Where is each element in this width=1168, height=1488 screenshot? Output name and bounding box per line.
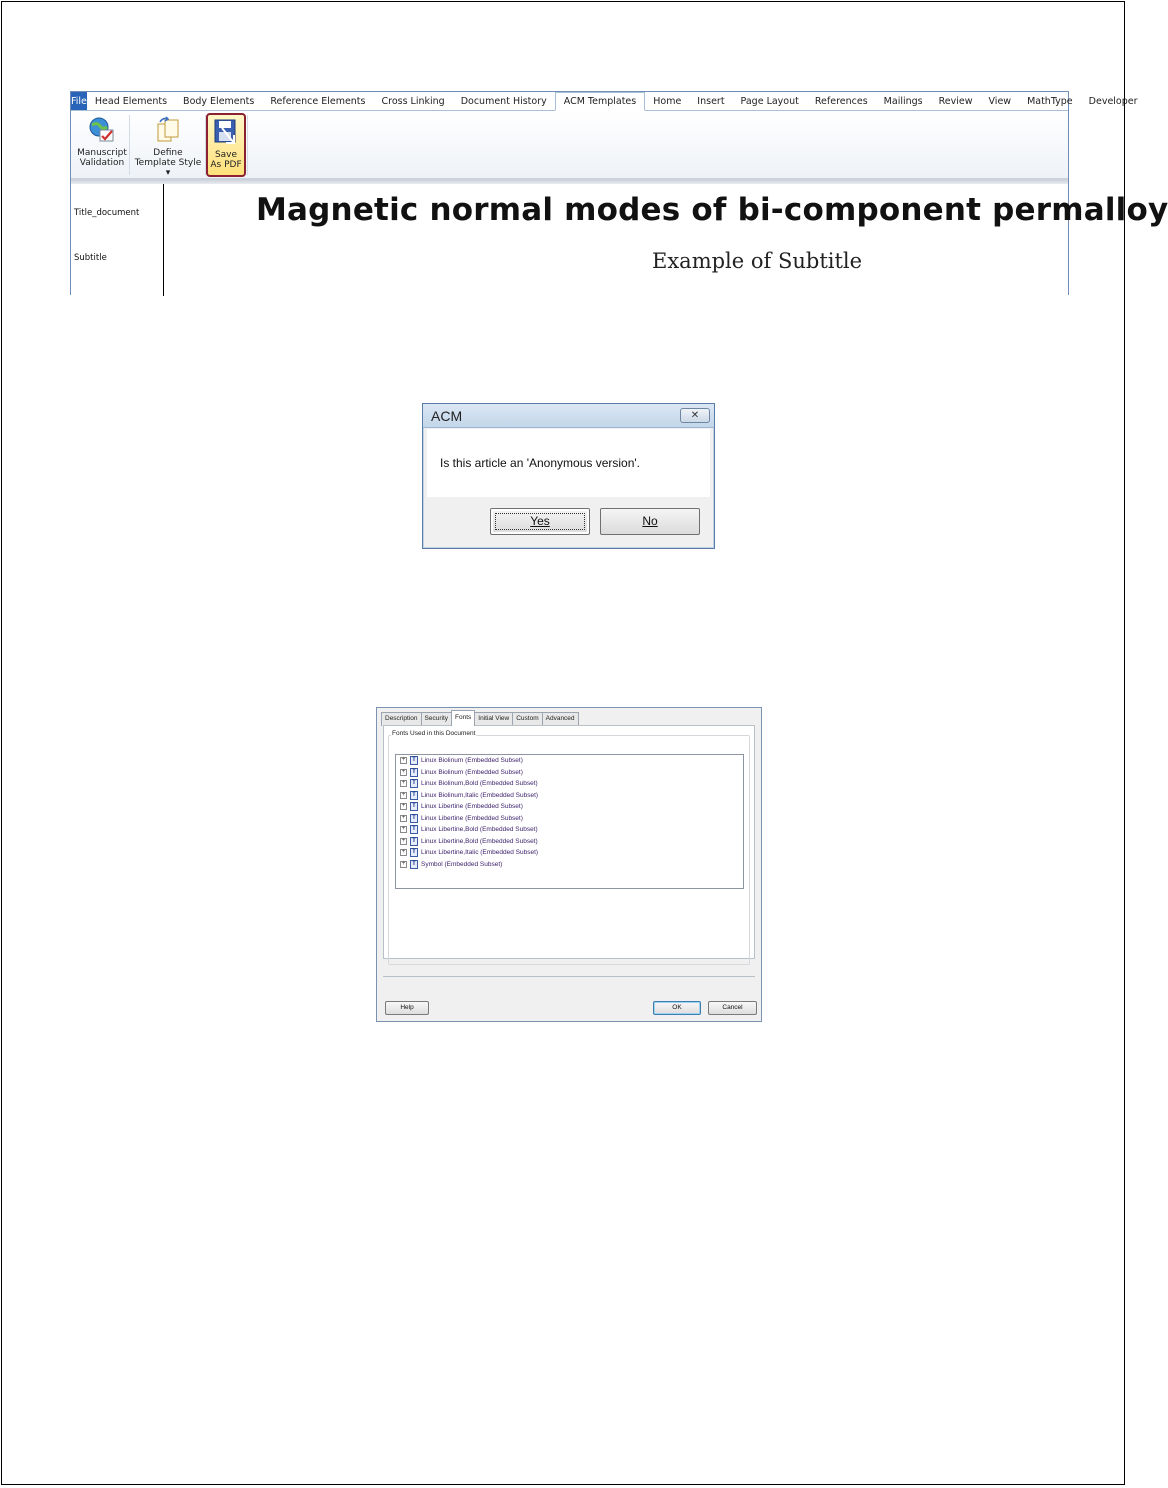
expand-icon[interactable]: + [401, 826, 406, 833]
font-icon: T [410, 814, 418, 823]
manuscript-validation-label-2: Validation [79, 158, 125, 168]
font-name: Symbol (Embedded Subset) [421, 860, 503, 868]
font-icon: T [410, 802, 418, 811]
font-name: Linux Libertine (Embedded Subset) [421, 814, 523, 822]
tab-initial-view[interactable]: Initial View [474, 712, 513, 726]
font-icon: T [410, 825, 418, 834]
pages-icon [154, 116, 182, 144]
tab-insert[interactable]: Insert [697, 95, 725, 107]
acm-dialog [422, 403, 715, 549]
font-name: Linux Libertine,Bold (Embedded Subset) [421, 837, 538, 845]
manuscript-validation-button[interactable] [74, 113, 130, 177]
font-icon: T [410, 848, 418, 857]
font-name: Linux Libertine,Bold (Embedded Subset) [421, 826, 538, 834]
help-button[interactable]: Help [385, 1001, 429, 1015]
tab-acm-templates[interactable]: ACM Templates [555, 92, 645, 111]
fonts-group-label: Fonts Used in this Document [392, 730, 476, 737]
define-template-style-label-1: Define [153, 148, 183, 158]
document-area [71, 184, 1168, 296]
acm-dialog-body [427, 429, 710, 497]
expand-icon[interactable]: + [401, 814, 406, 821]
tab-page-layout[interactable]: Page Layout [740, 95, 799, 107]
globe-check-icon [88, 116, 116, 144]
save-as-pdf-label-2: As PDF [210, 160, 242, 170]
style-name-subtitle: Subtitle [74, 253, 107, 263]
tab-mailings[interactable]: Mailings [883, 95, 923, 107]
tab-head-elements[interactable]: Head Elements [94, 95, 168, 107]
define-template-style-button[interactable] [132, 113, 204, 177]
style-area [71, 184, 164, 296]
no-button-label: No [642, 514, 658, 528]
tab-document-history[interactable]: Document History [460, 95, 547, 107]
ribbon-divider [247, 115, 248, 175]
tab-review[interactable]: Review [938, 95, 973, 107]
document-subtitle[interactable]: Example of Subtitle [652, 249, 863, 273]
list-item[interactable] [400, 801, 523, 813]
tab-body-elements[interactable]: Body Elements [183, 95, 255, 107]
close-button[interactable] [680, 408, 710, 423]
list-item[interactable] [400, 824, 538, 836]
document-title[interactable]: Magnetic normal modes of bi-component permalloy [256, 192, 1168, 228]
tab-file[interactable]: File [71, 92, 87, 110]
yes-button-label: Yes [530, 514, 550, 528]
list-item[interactable] [400, 755, 523, 767]
tab-home[interactable]: Home [653, 95, 682, 107]
font-name: Linux Biolinum,Italic (Embedded Subset) [421, 791, 539, 799]
dialog-divider [383, 976, 755, 977]
expand-icon[interactable]: + [401, 849, 406, 856]
tab-reference-elements[interactable]: Reference Elements [270, 95, 366, 107]
close-icon: ✕ [690, 410, 700, 421]
list-item[interactable] [400, 778, 538, 790]
acm-dialog-message: Is this article an 'Anonymous version'. [440, 456, 641, 470]
expand-icon[interactable]: + [401, 803, 406, 810]
list-item[interactable] [400, 813, 523, 825]
font-icon: T [410, 837, 418, 846]
cancel-button[interactable]: Cancel [708, 1001, 757, 1015]
font-icon: T [410, 860, 418, 869]
tab-view[interactable]: View [988, 95, 1012, 107]
font-icon: T [410, 779, 418, 788]
tab-advanced[interactable]: Advanced [542, 712, 579, 726]
expand-icon[interactable]: + [401, 768, 406, 775]
list-item[interactable] [400, 836, 538, 848]
font-name: Linux Biolinum (Embedded Subset) [421, 768, 523, 776]
font-icon: T [410, 756, 418, 765]
yes-button[interactable] [490, 508, 590, 535]
ribbon-divider [129, 115, 130, 175]
document-properties-dialog [376, 707, 762, 1022]
font-name: Linux Biolinum (Embedded Subset) [421, 757, 523, 765]
manuscript-validation-label-1: Manuscript [77, 148, 127, 158]
tab-custom[interactable]: Custom [512, 712, 542, 726]
fonts-list[interactable] [395, 754, 744, 889]
save-as-pdf-label-1: Save [214, 150, 238, 160]
no-button[interactable] [600, 508, 700, 535]
tab-mathtype[interactable]: MathType [1027, 95, 1073, 107]
acm-dialog-title: ACM [431, 408, 463, 424]
define-template-style-label-2: Template Style ▾ [134, 158, 202, 178]
expand-icon[interactable]: + [401, 780, 406, 787]
list-item[interactable] [400, 847, 538, 859]
style-name-title: Title_document [74, 208, 140, 218]
list-item[interactable] [400, 790, 538, 802]
fonts-panel [383, 725, 755, 959]
tab-references[interactable]: References [814, 95, 868, 107]
font-icon: T [410, 768, 418, 777]
ribbon-tab-bar [71, 92, 1138, 111]
tab-cross-linking[interactable]: Cross Linking [381, 95, 445, 107]
font-name: Linux Libertine (Embedded Subset) [421, 803, 523, 811]
font-icon: T [410, 791, 418, 800]
font-name: Linux Libertine,Italic (Embedded Subset) [421, 849, 539, 857]
tab-description[interactable]: Description [381, 712, 422, 726]
tab-security[interactable]: Security [421, 712, 452, 726]
ok-button[interactable]: OK [653, 1001, 701, 1015]
tab-developer[interactable]: Developer [1088, 95, 1138, 107]
expand-icon[interactable]: + [401, 757, 406, 764]
properties-tab-bar [381, 712, 578, 726]
list-item[interactable] [400, 859, 502, 871]
list-item[interactable] [400, 767, 523, 779]
tab-fonts[interactable]: Fonts [451, 710, 475, 726]
expand-icon[interactable]: + [401, 860, 406, 867]
font-name: Linux Biolinum,Bold (Embedded Subset) [421, 780, 538, 788]
acm-dialog-titlebar[interactable] [423, 404, 714, 428]
save-as-pdf-button[interactable] [206, 113, 246, 177]
expand-icon[interactable]: + [401, 837, 406, 844]
floppy-pdf-icon [212, 118, 240, 146]
expand-icon[interactable]: + [401, 791, 406, 798]
word-window [70, 91, 1168, 295]
ribbon-panel [71, 111, 1068, 179]
